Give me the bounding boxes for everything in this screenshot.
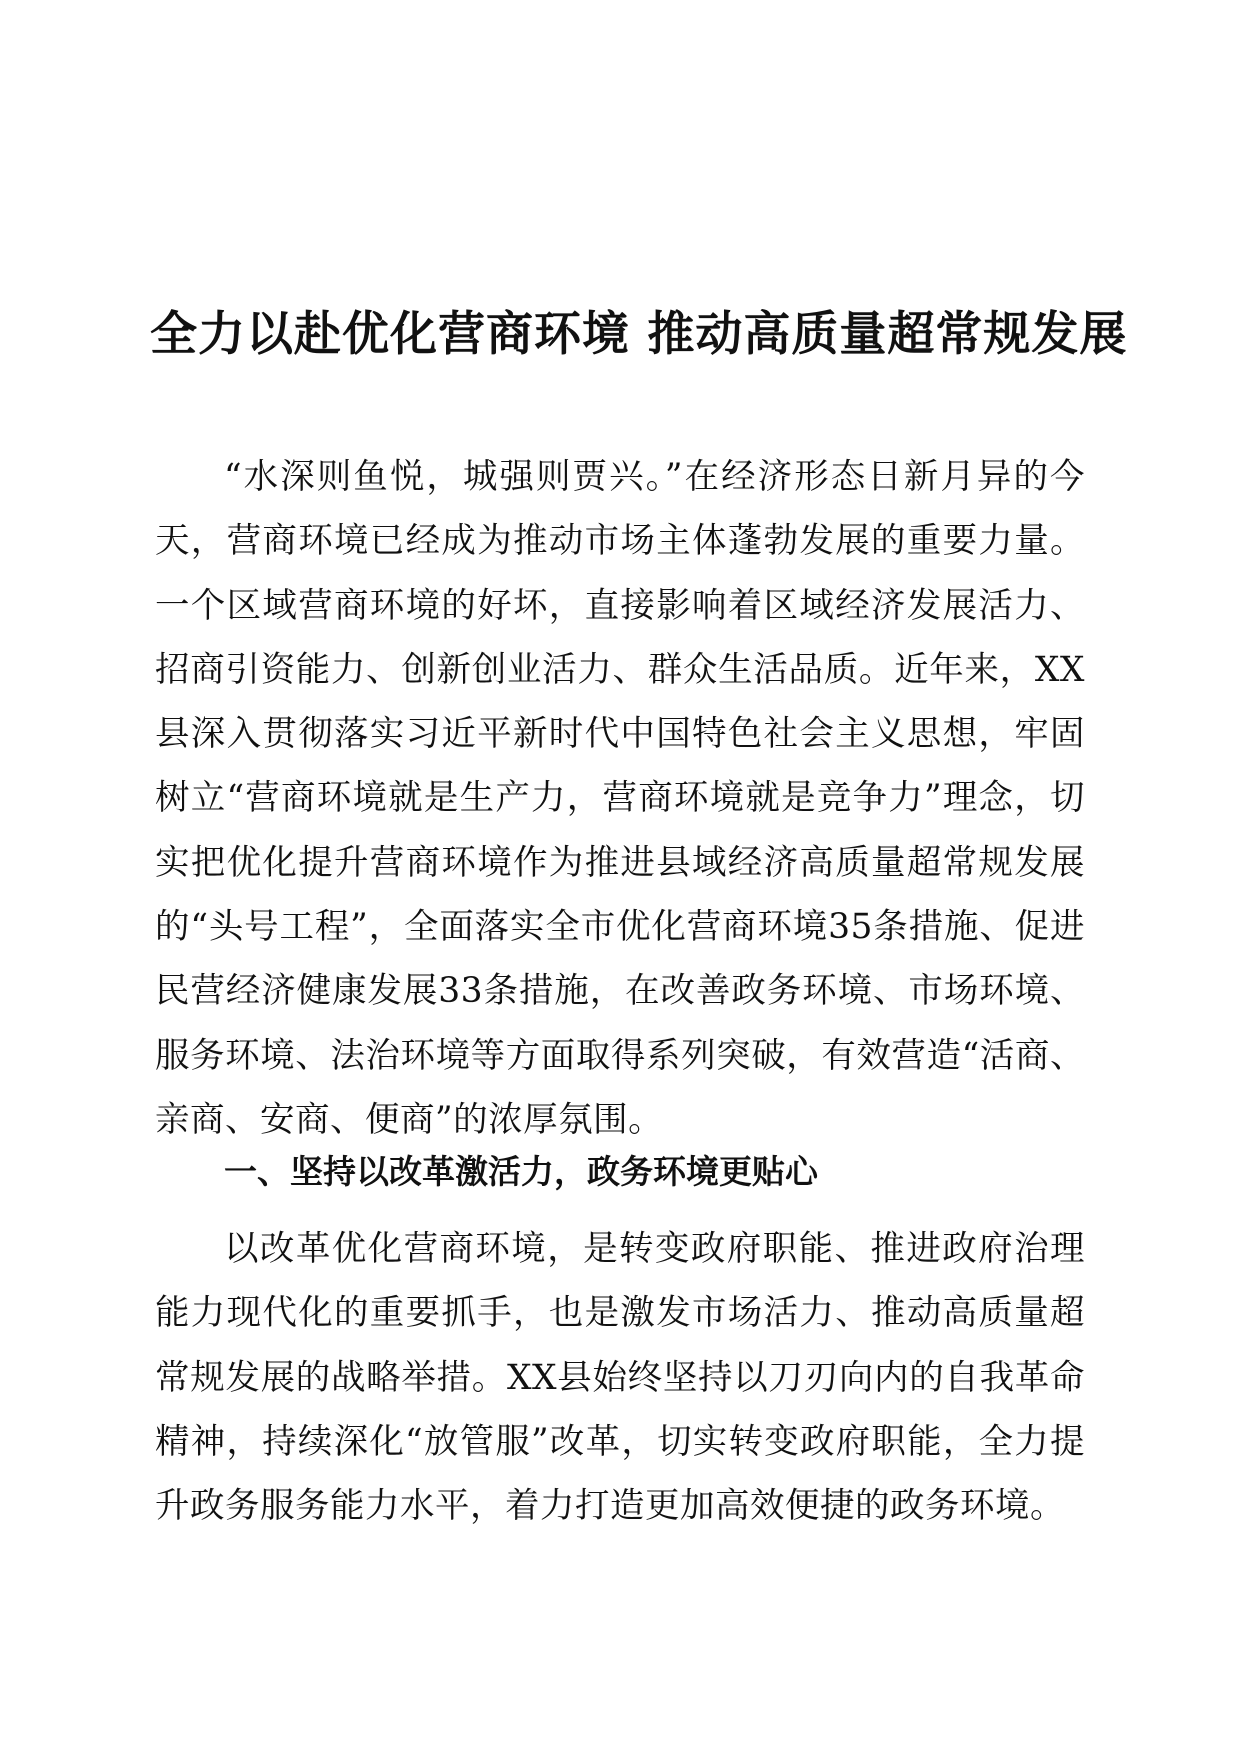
intro-paragraph: “水深则鱼悦，城强则贾兴。”在经济形态日新月异的今天，营商环境已经成为推动市场主体蓬勃发展的重要力量。一个区域营商环境的好坏，直接影响着区域经济发展活力、招商引资能力、创新创业活力、群众生活品质。近年来，XX县深入贯彻落实习近平新时代中国特色社会主义思想，牢固树立“营商环境就是生产力，营商环境就是竞争力”理念，切实把优化提升营商环境作为推进县域经济高质量超常规发展的“头号工程”，全面落实全市优化营商环境35条措施、促进民营经济健康发展33条措施，在改善政务环境、市场环境、服务环境、法治环境等方面取得系列突破，有效营造“活商、亲商、安商、便商”的浓厚氛围。 — [155, 457, 1085, 1140]
section-heading: 一、坚持以改革激活力，政务环境更贴心 — [224, 1152, 818, 1191]
section-paragraph: 以改革优化营商环境，是转变政府职能、推进政府治理能力现代化的重要抓手，也是激发市场活力、推动高质量超常规发展的战略举措。XX县始终坚持以刀刃向内的自我革命精神，持续深化“放管服”改革，切实转变政府职能，全力提升政务服务能力水平，着力打造更加高效便捷的政务环境。 — [155, 1229, 1085, 1527]
document-title: 全力以赴优化营商环境 推动高质量超常规发展 — [150, 307, 1128, 362]
